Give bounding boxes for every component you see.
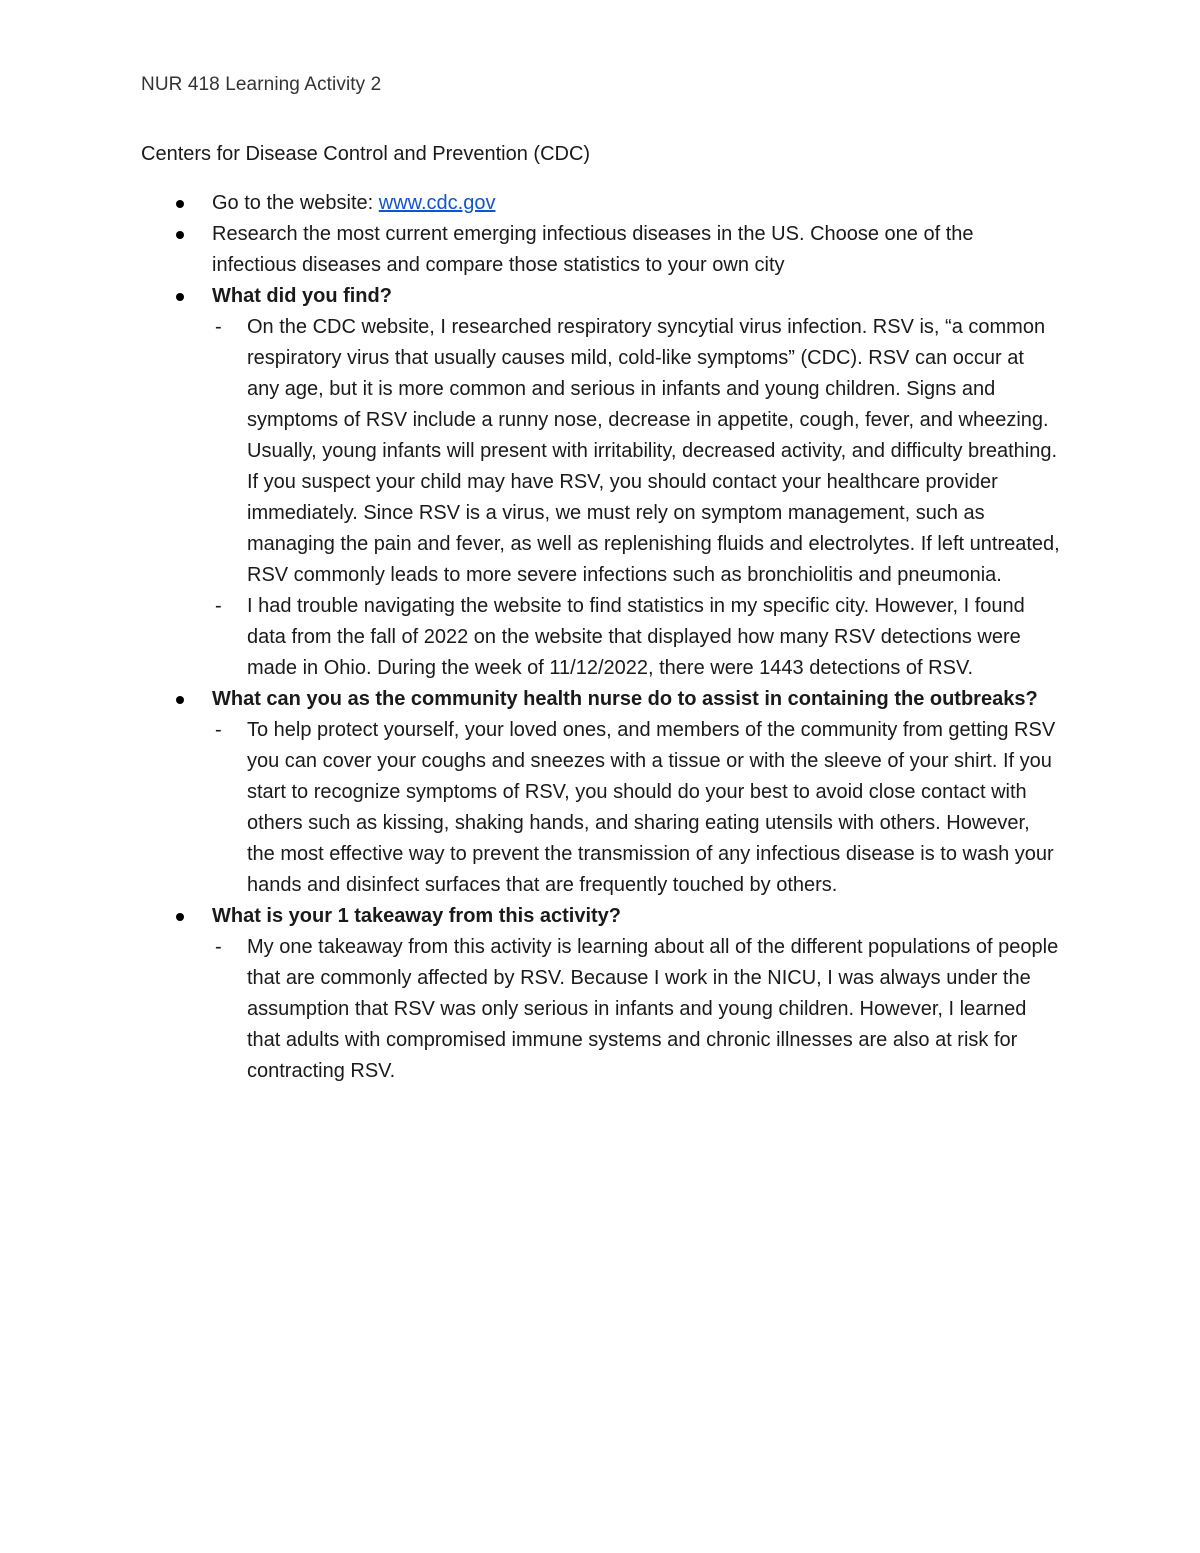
answer-list-q1 bbox=[212, 312, 1061, 684]
answer-ohio-statistics: - I had trouble navigating the website to find statistics in my specific city. However, I found data from the fall of 2022 on the website that displayed how many RSV detections were made in Ohio. During the week of 11/12/2022, there were 1443 detections of RSV. bbox=[212, 591, 1061, 684]
question-takeaway: What is your 1 takeaway from this activity? bbox=[212, 905, 622, 927]
document-header: NUR 418 Learning Activity 2 bbox=[141, 74, 382, 95]
bullet-question-takeaway bbox=[141, 901, 1061, 1087]
go-to-website-text: Go to the website: bbox=[212, 192, 379, 214]
bullet-go-to-website bbox=[141, 188, 1061, 219]
answer-prevention: - To help protect yourself, your loved ones, and members of the community from getting RSV you can cover your coughs and sneezes with a tissue or with the sleeve of your shirt. If you start to recognize symptoms of RSV, you should do your best to avoid close contact with others such as kissing, shaking hands, and sharing eating utensils with others. However, the most effective way to prevent the transmission of any infectious disease is to wash your hands and disinfect surfaces that are frequently touched by others. bbox=[212, 715, 1061, 901]
bullet-research bbox=[141, 219, 1061, 281]
section-title: Centers for Disease Control and Prevention (CDC) bbox=[141, 143, 591, 165]
answer-list-q2 bbox=[212, 715, 1061, 901]
answer-rsv-overview: - On the CDC website, I researched respiratory syncytial virus infection. RSV is, “a common respiratory virus that usually causes mild, cold-like symptoms” (CDC). RSV can occur at any age, but it is more common and serious in infants and young children. Signs and symptoms of RSV include a runny nose, decrease in appetite, cough, fever, and wheezing. Usually, young infants will present with irritability, decreased activity, and difficulty breathing. If you suspect your child may have RSV, you should contact your healthcare provider immediately. Since RSV is a virus, we must rely on symptom management, such as managing the pain and fever, as well as replenishing fluids and electrolytes. If left untreated, RSV commonly leads to more severe infections such as bronchiolitis and pneumonia. bbox=[212, 312, 1061, 591]
bullet-question-community-nurse bbox=[141, 684, 1061, 901]
cdc-website-link[interactable]: www.cdc.gov bbox=[378, 192, 496, 214]
bullet-list bbox=[141, 188, 1061, 1087]
answer-list-q3 bbox=[212, 932, 1061, 1087]
bullet-question-what-did-you-find bbox=[141, 281, 1061, 684]
question-what-did-you-find: What did you find? bbox=[212, 285, 392, 307]
question-community-nurse: What can you as the community health nurse do to assist in containing the outbreaks? bbox=[212, 688, 1038, 710]
answer-takeaway: - My one takeaway from this activity is learning about all of the different populations of people that are commonly affected by RSV. Because I work in the NICU, I was always under the assumption that RSV was only serious in infants and young children. However, I learned that adults with compromised immune systems and chronic illnesses are also at risk for contracting RSV. bbox=[212, 932, 1061, 1087]
document-body bbox=[141, 188, 1061, 1087]
research-instructions: Research the most current emerging infectious diseases in the US. Choose one of the infectious diseases and compare those statistics to your own city bbox=[212, 223, 974, 276]
